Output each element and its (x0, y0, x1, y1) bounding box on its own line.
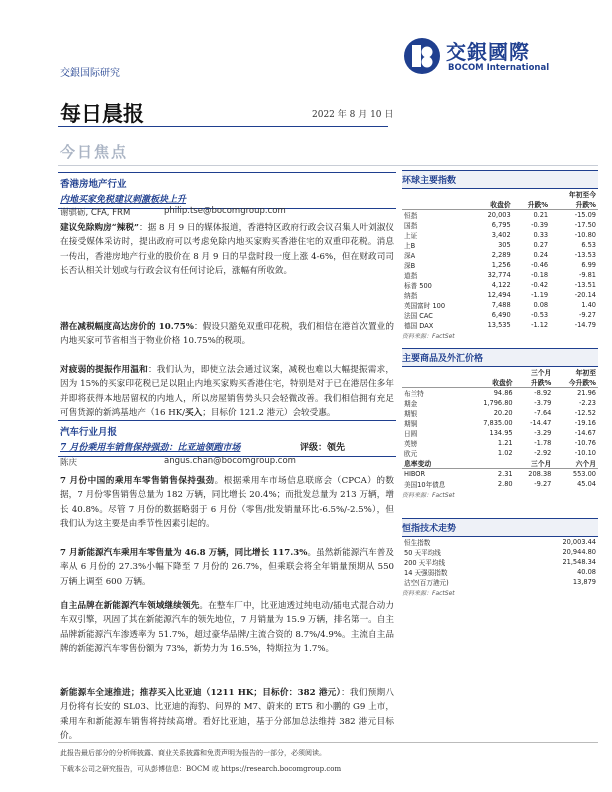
col-ytd2: 今升跌% (553, 377, 598, 388)
table-row (402, 547, 598, 557)
rate-name: 美国10年债息 (404, 480, 446, 489)
rate-6m: 553.00 (572, 469, 596, 478)
rates-label: 息率变动 (402, 458, 467, 469)
table-row (402, 210, 598, 221)
index-name: 恒指 (404, 212, 418, 220)
index-change: 0.27 (533, 241, 549, 249)
table-row (402, 220, 598, 230)
footer-disclaimer: 此报告最后部分的分析师披露、商业关系披露和免责声明为报告的一部分，必须阅读。 (60, 749, 326, 757)
table-row (402, 260, 598, 270)
commodity-close: 1.21 (497, 439, 513, 447)
rate-3m: 208.38 (528, 469, 552, 478)
index-name: 上证 (404, 232, 418, 240)
commodity-ytd: -10.10 (574, 449, 596, 457)
index-close: 6,490 (491, 311, 511, 319)
technical-source: 资料来源：FactSet (402, 590, 455, 597)
commodity-name: 英镑 (404, 440, 418, 448)
article1-sector: 香港房地产行业 (60, 179, 127, 190)
index-name: 国指 (404, 222, 418, 230)
commodity-close: 20.20 (493, 409, 513, 417)
index-change: -0.39 (531, 221, 549, 229)
commodity-close: 1.02 (497, 449, 513, 457)
para-text: ：我们认为，即使立法会通过议案，减税也难以大幅提振需求，因为 15%的买家印花税已足以阻止内地买家购买香港住宅，特别是对于已在港居住多年并即将获得本地居留权的内地人，所以房屋销售势头只会轻微改善。我们相信拥有充足可售货源的新鸿基地产（16 HK/ (60, 365, 394, 418)
col-ytd2: 升跌% (550, 199, 598, 210)
table-row (402, 418, 598, 428)
commodities-source: 资料来源：FactSet (402, 491, 455, 499)
commodity-close: 134.95 (489, 429, 513, 437)
index-close: 13,535 (487, 321, 511, 329)
index-name: 英国富时 100 (404, 302, 446, 310)
commodity-close: 94.86 (493, 389, 513, 397)
index-change: 0.21 (533, 211, 549, 219)
commodity-3m: -8.92 (534, 389, 552, 397)
tech-value: 13,879 (572, 578, 596, 586)
index-ytd: -10.80 (574, 231, 596, 239)
rate-close: 2.80 (497, 479, 513, 488)
index-ytd: 1.40 (581, 301, 596, 309)
table-row (402, 320, 598, 330)
table-row (402, 398, 598, 408)
index-name: 标普 500 (404, 282, 432, 290)
index-name: 纳指 (404, 292, 418, 300)
article1-header (58, 172, 396, 209)
index-change: -0.18 (531, 271, 549, 279)
commodities-panel (402, 348, 598, 499)
index-change: 0.08 (533, 301, 549, 309)
section-rule (58, 165, 598, 166)
table-row (402, 438, 598, 448)
commodities-table (402, 367, 598, 489)
para-text: 。虽然新能源汽车普及率从 6 月份的 27.3%小幅下降至 7 月份的 26.7%，但乘联会将全年销量预期从 550 万辆上调至 600 万辆。 (60, 548, 394, 587)
commodity-name: 日圆 (404, 430, 418, 438)
para-text-end: ；目标价 121.2 港元）会较受惠。 (202, 407, 336, 418)
tech-value: 20,003.44 (562, 538, 596, 546)
col-3m-b: 三个月 (515, 458, 554, 469)
para-text: 。在整车厂中，比亚迪透过纯电动/插电式混合动力车双引擎，巩固了其在新能源汽车的领先地位，7 月销量为 15.9 万辆，排名第一。自主品牌新能源汽车渗透率为 51.7%，超过豪华品牌/主流合资的 8.7%/4.9%。主流自主品牌的新能源汽车零售份额为 73%，新势力为 16.5%，特斯拉为 1.7%。 (60, 601, 394, 654)
commodity-ytd: -10.76 (574, 439, 596, 447)
footer-rule (58, 742, 598, 743)
rating-label: 评级： (300, 443, 328, 453)
author-email[interactable]: angus.chan@bocomgroup.com (164, 456, 296, 466)
report-date: 2022 年 8 月 10 日 (312, 110, 394, 120)
commodity-3m: -2.92 (534, 449, 552, 457)
index-name: 法国 CAC (404, 312, 433, 320)
col-chg: 升跌% (515, 377, 554, 388)
index-change: -1.12 (531, 321, 549, 329)
table-row (402, 290, 598, 300)
para-lead: 建议免除购房“辣税” (60, 223, 139, 233)
col-ytd: 年初至 (575, 369, 596, 377)
table-row (402, 310, 598, 320)
article2-rating (300, 440, 345, 453)
index-name: 上B (404, 242, 416, 250)
index-ytd: -13.53 (574, 251, 596, 259)
table-row (402, 280, 598, 290)
index-change: 0.24 (533, 251, 549, 259)
bocom-logo (402, 36, 602, 76)
col-close: 收盘价 (471, 199, 513, 210)
index-name: 道指 (404, 272, 418, 280)
brand-label: 交銀国际研究 (60, 68, 120, 79)
article2-para3 (60, 599, 394, 656)
logo-en: BOCOM International (448, 63, 550, 73)
article1-para2 (60, 320, 394, 349)
article2-sector: 汽车行业月报 (60, 427, 118, 438)
author-name: 陈庆 (60, 458, 78, 468)
index-close: 1,256 (491, 261, 511, 269)
index-change: -1.19 (531, 291, 549, 299)
technical-panel (402, 518, 598, 597)
index-ytd: -20.14 (574, 291, 596, 299)
index-close: 305 (498, 241, 511, 249)
index-ytd: 6.53 (581, 241, 596, 249)
index-name: 深A (404, 252, 416, 260)
col-close: 收盘价 (467, 377, 515, 388)
commodity-name: 欧元 (404, 450, 418, 458)
table-row (402, 408, 598, 418)
table-row (402, 270, 598, 280)
commodity-ytd: -12.52 (574, 409, 596, 417)
para-lead: 7 月份中国的乘用车零售销售保持强劲 (60, 476, 215, 486)
technical-table (402, 537, 598, 587)
index-change: -0.53 (531, 311, 549, 319)
index-ytd: -13.51 (574, 281, 596, 289)
col-3m: 三个月 (530, 369, 552, 377)
index-ytd: -9.27 (578, 311, 596, 319)
technical-title: 恒指技术走势 (402, 518, 598, 537)
index-close: 3,402 (491, 231, 511, 239)
index-ytd: -15.09 (574, 211, 596, 219)
index-ytd: -14.79 (574, 321, 596, 329)
commodity-3m: -7.64 (534, 409, 552, 417)
commodity-ytd: -14.67 (574, 429, 596, 437)
table-row (402, 557, 598, 567)
index-close: 4,122 (491, 281, 511, 289)
para-lead: 自主品牌在新能源汽车领域继续领先 (60, 601, 200, 611)
index-ytd: -17.50 (574, 221, 596, 229)
tech-name: 沽空(百万港元) (404, 579, 449, 587)
tech-value: 21,548.34 (562, 558, 596, 566)
tech-name: 14 天强弱指数 (404, 569, 448, 577)
article2-author (60, 456, 296, 468)
commodity-3m: -1.78 (534, 439, 552, 447)
article1-author (60, 206, 286, 218)
index-close: 32,774 (487, 271, 511, 279)
para-text: ：据 8 月 9 日的媒体报道，香港特区政府行政会议召集人叶刘淑仪在接受媒体采访时，提出政府可以考虑免除内地买家购买香港住宅的双重印花税。消息一传出，香港房地产行业的股价在 8 月 9 日的早盘时段一度上涨 4-6%，但在财政司司长否认相关计划或与行政会议有任何讨论后，涨幅有所收敛。 (60, 223, 394, 276)
commodity-3m: -3.79 (534, 399, 552, 407)
commodity-name: 期银 (404, 410, 418, 418)
indices-table (402, 189, 598, 330)
author-name: 谢骐砺, CFA, FRM (60, 208, 131, 218)
index-name: 深B (404, 262, 416, 270)
col-6m: 六个月 (553, 458, 598, 469)
table-row (402, 428, 598, 438)
indices-panel (402, 170, 598, 340)
para-text: 。根据乘用车市场信息联席会（CPCA）的数据，7 月份零售销售总量为 182 万辆，同比增长 20.4%；而批发总量为 213 万辆，增长 40.8%。尽管 7 月份的数据略弱于 6 月份（零售/批发销量环比-6.5%/-2.5%），但我们认为这主要是由季节性因素引起的。 (60, 476, 394, 529)
table-row (402, 537, 598, 547)
index-close: 12,494 (487, 291, 511, 299)
tech-name: 恒生指数 (404, 539, 431, 547)
index-change: 0.33 (533, 231, 549, 239)
article1-para3 (60, 363, 394, 420)
table-row (402, 240, 598, 250)
para-lead: 潜在减税幅度高达房价的 10.75% (60, 322, 194, 332)
table-row (402, 300, 598, 310)
section-heading: 今日焦点 (60, 143, 129, 161)
author-email[interactable]: philip.tse@bocomgroup.com (164, 206, 286, 216)
table-row (402, 469, 598, 479)
commodity-3m: -14.47 (530, 419, 552, 427)
commodity-close: 7,835.00 (483, 419, 513, 427)
rate-close: 2.31 (497, 469, 513, 478)
para-text: ：假设只豁免双重印花税，我们相信在港首次置业的内地买家可节省相当于物业价格 10.75%的税项。 (60, 322, 394, 347)
title-rule (58, 126, 388, 127)
page-title: 每日晨报 (60, 101, 144, 126)
article2-header (58, 420, 396, 457)
rating-buy: 买入 (185, 407, 203, 418)
table-row (402, 567, 598, 577)
tech-name: 50 天平均线 (404, 549, 441, 557)
article2-headline[interactable]: 7 月份乘用车销售保持强劲：比亚迪领跑市场 (60, 443, 241, 453)
rate-6m: 45.04 (577, 479, 596, 488)
commodity-ytd: 21.96 (577, 389, 596, 397)
table-row (402, 577, 598, 587)
article2-para2 (60, 546, 394, 589)
table-row (402, 448, 598, 458)
table-row (402, 479, 598, 489)
tech-value: 40.08 (577, 568, 596, 576)
index-change: -0.46 (531, 261, 549, 269)
indices-source: 资料来源：FactSet (402, 333, 455, 340)
index-change: -0.42 (531, 281, 549, 289)
table-row (402, 388, 598, 399)
rate-3m: -9.27 (534, 479, 552, 488)
rate-name: HIBOR (404, 469, 426, 478)
article1-headline[interactable]: 内地买家免税建议刺激板块上升 (60, 195, 187, 205)
tech-name: 200 天平均线 (404, 559, 446, 567)
logo-cn: 交銀國際 (446, 40, 530, 64)
table-row (402, 230, 598, 240)
commodity-ytd: -19.16 (574, 419, 596, 427)
commodity-ytd: -2.23 (578, 399, 596, 407)
article1-para1 (60, 221, 394, 278)
para-lead: 7 月新能源汽车乘用车零售量为 46.8 万辆，同比增长 117.3% (60, 548, 308, 558)
article2-para1 (60, 474, 394, 531)
footer-download[interactable]: 下载本公司之研究报告，可从彭博信息：BOCM 或 https://research.bocomgroup.com (60, 765, 342, 773)
commodity-name: 期金 (404, 400, 418, 408)
commodity-name: 布兰特 (404, 390, 424, 398)
commodities-title: 主要商品及外汇价格 (402, 348, 598, 367)
article2-para4 (60, 686, 394, 743)
commodity-name: 期铜 (404, 420, 418, 428)
index-ytd: -9.81 (578, 271, 596, 279)
index-close: 6,795 (491, 221, 511, 229)
index-name: 德国 DAX (404, 322, 434, 330)
tech-value: 20,944.80 (562, 548, 596, 556)
index-close: 2,289 (491, 251, 511, 259)
rating-value: 领先 (327, 443, 346, 453)
commodity-3m: -3.29 (534, 429, 552, 437)
para-lead: 新能源车全速推进；推荐买入比亚迪（1211 HK；目标价：382 港元） (60, 688, 342, 698)
indices-title: 环球主要指数 (402, 170, 598, 189)
para-lead: 对疲弱的提振作用温和 (60, 365, 148, 375)
col-ytd: 年初至今 (568, 191, 596, 199)
commodity-close: 1,796.80 (483, 399, 513, 407)
index-ytd: 6.99 (581, 261, 596, 269)
index-close: 7,488 (491, 301, 511, 309)
logo-icon (402, 36, 442, 76)
col-chg: 升跌% (513, 199, 550, 210)
table-row (402, 250, 598, 260)
index-close: 20,003 (487, 211, 511, 219)
para-text: ：我们预期八月份将有长安的 SL03、比亚迪的海豹、问界的 M7、蔚来的 ET5 和小鹏的 G9 上市，乘用车和新能源车销售将持续高增。看好比亚迪，基于分部加总法维持 382 港元目标价。 (60, 688, 394, 741)
